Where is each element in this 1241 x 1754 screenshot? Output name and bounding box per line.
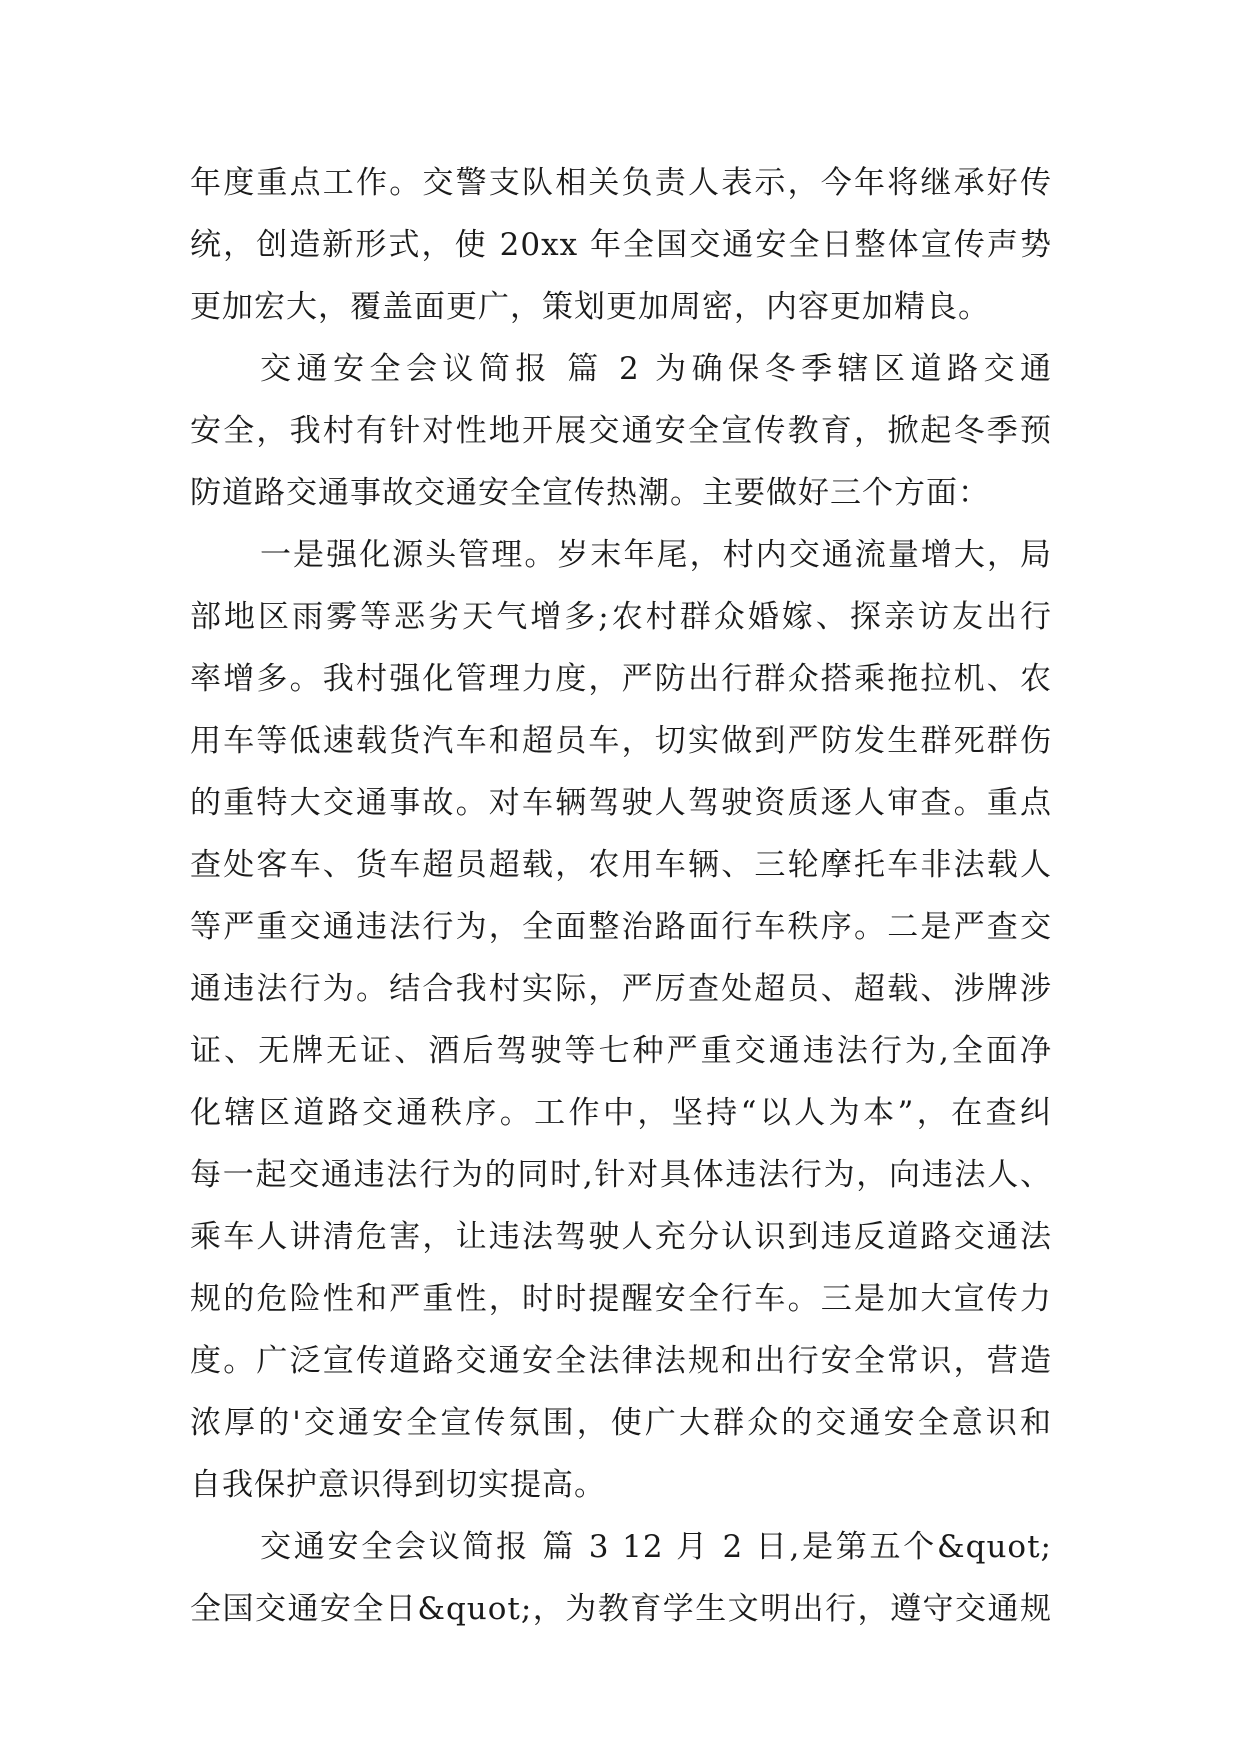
text-line-21: 浓厚的'交通安全宣传氛围，使广大群众的交通安全意识和 [190,1405,1052,1441]
text-line-18: 乘车人讲清危害，让违法驾驶人充分认识到违反道路交通法 [190,1219,1052,1255]
text-line-5: 安全，我村有针对性地开展交通安全宣传教育，掀起冬季预 [190,413,1052,449]
text-line-9: 率增多。我村强化管理力度，严防出行群众搭乘拖拉机、农 [190,661,1052,697]
text-line-15: 证、无牌无证、酒后驾驶等七种严重交通违法行为,全面净 [190,1033,1052,1069]
section-heading-2: 交通安全会议简报 篇 2 为确保冬季辖区道路交通 [260,351,1052,387]
text-line-10: 用车等低速载货汽车和超员车，切实做到严防发生群死群伤 [190,723,1052,759]
text-line-3: 更加宏大，覆盖面更广，策划更加周密，内容更加精良。 [190,289,990,325]
text-line-20: 度。广泛宣传道路交通安全法律法规和出行安全常识，营造 [190,1343,1052,1379]
text-line-13: 等严重交通违法行为，全面整治路面行车秩序。二是严查交 [190,909,1052,945]
text-line-24: 全国交通安全日&quot;，为教育学生文明出行，遵守交通规 [190,1591,1052,1627]
text-line-8: 部地区雨雾等恶劣天气增多;农村群众婚嫁、探亲访友出行 [190,599,1052,635]
text-line-19: 规的危险性和严重性，时时提醒安全行车。三是加大宣传力 [190,1281,1052,1317]
text-line-2: 统，创造新形式，使 20xx 年全国交通安全日整体宣传声势 [190,227,1052,263]
document-page [190,152,1052,1640]
text-line-16: 化辖区道路交通秩序。工作中，坚持“以人为本”，在查纠 [190,1095,1052,1131]
section-heading-3: 交通安全会议简报 篇 3 12 月 2 日,是第五个&quot; [260,1529,1052,1565]
text-line-17: 每一起交通违法行为的同时,针对具体违法行为，向违法人、 [190,1157,1052,1193]
text-line-11: 的重特大交通事故。对车辆驾驶人驾驶资质逐人审查。重点 [190,785,1052,821]
text-line-14: 通违法行为。结合我村实际，严厉查处超员、超载、涉牌涉 [190,971,1052,1007]
text-line-1: 年度重点工作。交警支队相关负责人表示，今年将继承好传 [190,165,1052,201]
text-line-6: 防道路交通事故交通安全宣传热潮。主要做好三个方面： [190,475,990,511]
text-line-7: 一是强化源头管理。岁末年尾，村内交通流量增大，局 [260,537,1052,573]
text-line-22: 自我保护意识得到切实提高。 [190,1467,606,1503]
text-line-12: 查处客车、货车超员超载，农用车辆、三轮摩托车非法载人 [190,847,1052,883]
